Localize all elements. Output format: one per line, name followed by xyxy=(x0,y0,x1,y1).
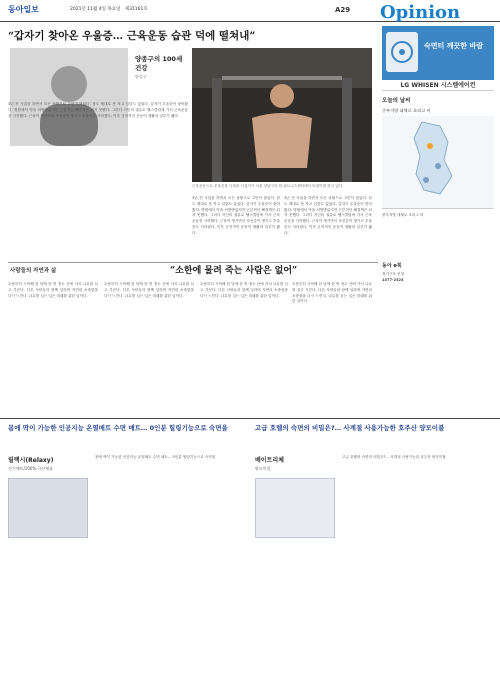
ad-left-sub: 전기매트/100% 국산제품 xyxy=(8,466,53,471)
issue-date: 2021년 11월 4일 목요일 제31161호 xyxy=(70,7,148,12)
weather-details: 중부지방 대체로 흐리고 비 xyxy=(382,208,494,258)
newspaper-logo: 동아일보 xyxy=(8,5,39,14)
middle-body: 초봄부터 시작해 한 달에 한 번 정도 산에 가서 나무를 심고 가꾼다. 다른 사람들과 함께 일하며 자연의 소중함을 다시 느낀다. 나무를 심는 일은 미래를 위한 일이다. xyxy=(8,282,98,298)
cloud-icon xyxy=(435,163,441,169)
middle-body-col2: 초봄부터 시작해 한 달에 한 번 정도 산에 가서 나무를 심고 가꾼다. 다른 사람들과 함께 일하며 자연의 소중함을 다시 느낀다. 나무를 심는 일은 미래를 위한 일이다. xyxy=(104,282,194,298)
sun-icon xyxy=(427,143,433,149)
rain-icon xyxy=(423,177,429,183)
middle-body-col4: 초봄부터 시작해 한 달에 한 번 정도 산에 가서 나무를 심고 가꾼다. 다른 사람들과 함께 일하며 자연의 소중함을 다시 느낀다. 나무를 심는 일은 미래를 위한 일이다. xyxy=(292,282,372,304)
ebook-brand: 동아 e북 xyxy=(382,263,402,269)
weather-map xyxy=(382,116,494,208)
gym-photo xyxy=(192,48,372,182)
weather-title: 오늘의 날씨 xyxy=(382,98,411,104)
column-body-col3: 3년 전 사업을 하면서 모든 상황으로 고민이 많았다. 잠도 제대로 못 자고 입맛도 없었다. 갑자기 우울증이 찾아왔다. 병원에서 약을 처방받았지만 근본적인 해결책은 되지 못했다. 그러다 지인의 권유로 헬스클럽에 가서 근육운동을 시작했다. 근육이 생기면서 자신감이 생기고 우울증도 사라졌다. 이후 규칙적인 운동이 생활의 일부가 됐다. xyxy=(284,196,372,235)
photo-caption: 근육운동으로 우울증을 극복한 사업가가 서울 강남구의 한 피트니스센터에서 턱걸이를 하고 있다. xyxy=(192,184,344,188)
column-headline: “갑자기 찾아온 우울증… 근육운동 습관 덕에 떨쳐내” xyxy=(8,30,256,42)
mattress-image xyxy=(8,478,88,538)
blanket-image xyxy=(255,478,335,538)
fan-icon xyxy=(384,28,420,76)
ad-headline: 숙면터 깨끗한 바람 xyxy=(424,42,483,50)
column-body: 3년 전 사업을 하면서 모든 상황으로 고민이 많았다. 잠도 제대로 못 자고 입맛도 없었다. 갑자기 우울증이 찾아왔다. 병원에서 약을 처방받았지만 근본적인 해결책은 되지 못했다. 그러다 지인의 권유로 헬스클럽에 가서 근육운동을 시작했다. 근육이 생기면서 자신감이 생기고 우울증도 사라졌다. 이후 규칙적인 운동이 생활의 일부가 됐다. xyxy=(8,102,188,118)
ad-right-body: 고급 호텔의 숙면의 비밀은?… 사계절 사용가능한 호주산 양모이불 xyxy=(342,455,446,459)
column-series: 양종구의 100세 건강 xyxy=(135,55,183,72)
weightlifter-image xyxy=(192,48,372,182)
column-body-col2: 3년 전 사업을 하면서 모든 상황으로 고민이 많았다. 잠도 제대로 못 자고 입맛도 없었다. 갑자기 우울증이 찾아왔다. 병원에서 약을 처방받았지만 근본적인 해결책은 되지 못했다. 그러다 지인의 권유로 헬스클럽에 가서 근육운동을 시작했다. 근육이 생기면서 자신감이 생기고 우울증도 사라졌다. 이후 규칙적인 운동이 생활의 일부가 됐다. xyxy=(192,196,280,235)
ad-right-headline: 고급 호텔의 숙면의 비밀은?… 사계절 사용가능한 호주산 양모이불 xyxy=(255,424,445,432)
ad-left-headline: 몸에 딱이 가능한 인공지능 온열매트 수면 매트… 0인분 힐링기능으로 숙면을 xyxy=(8,424,228,432)
section-title: Opinion xyxy=(380,2,461,23)
ebook-info: 정기구독 신청 1577-2525 xyxy=(382,272,404,282)
ads-divider xyxy=(0,418,500,419)
korea-map xyxy=(382,116,494,200)
ad-brand: LG WHISEN 시스템에어컨 xyxy=(382,80,494,91)
column-author: 양종구 xyxy=(135,74,147,79)
ad-left-product: 릴랙시(Relaxy) xyxy=(8,457,54,464)
ad-left-body: 몸에 딱이 가능한 인공지능 온열매트 수면 매트… 0인분 힐링기능으로 숙면을 xyxy=(95,455,216,459)
middle-body-col3: 초봄부터 시작해 한 달에 한 번 정도 산에 가서 나무를 심고 가꾼다. 다른 사람들과 함께 일하며 자연의 소중함을 다시 느낀다. 나무를 심는 일은 미래를 위한 일이다. xyxy=(200,282,288,298)
weather-subtitle: 중부지방 대체로 흐리고 비 xyxy=(382,108,431,113)
ad-right-product: 베이트리체 xyxy=(255,457,284,464)
middle-series: 사람들의 자연과 삶 xyxy=(10,268,57,274)
page-number: A29 xyxy=(335,6,351,14)
ad-right-sub: 양모이불 xyxy=(255,466,271,471)
middle-headline: “소한에 물려 죽는 사람은 없어” xyxy=(170,266,298,276)
